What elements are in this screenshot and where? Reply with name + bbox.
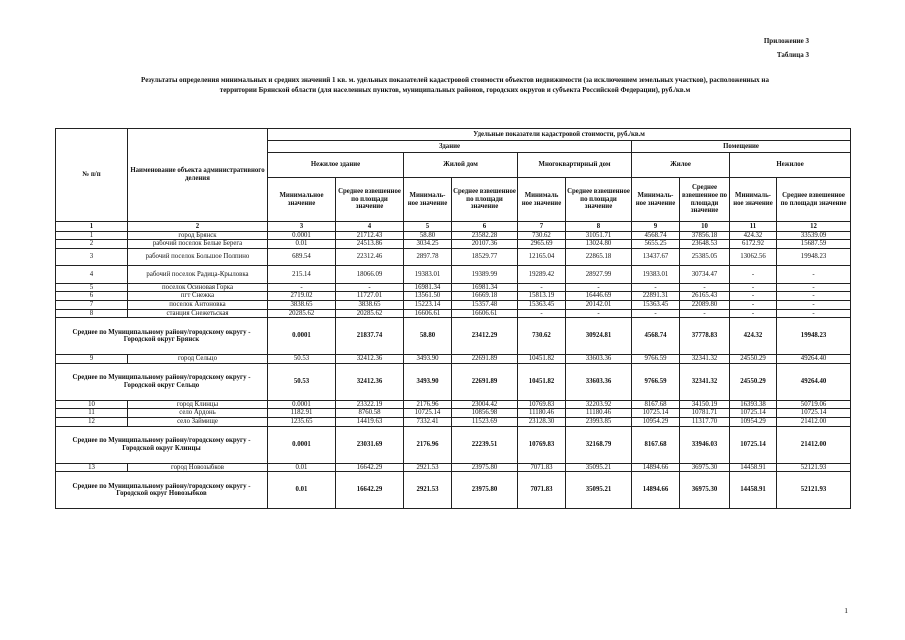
header-house: Жилой дом (404, 153, 518, 178)
value-cell: 9766.59 (632, 355, 680, 364)
value-cell: 21412.00 (777, 426, 851, 463)
value-cell: 7071.83 (518, 463, 566, 472)
value-cell: 16393.38 (730, 400, 777, 409)
value-cell: 11317.70 (680, 417, 730, 426)
value-cell: 49264.40 (777, 355, 851, 364)
column-number-cell: 3 (268, 222, 336, 232)
value-cell: - (777, 300, 851, 309)
table-row (56, 300, 851, 309)
value-cell: - (730, 309, 777, 318)
value-cell: 3838.65 (336, 300, 404, 309)
value-cell: - (566, 309, 632, 318)
row-number-cell: 13 (56, 463, 128, 472)
value-cell: 16642.29 (336, 463, 404, 472)
value-cell: 15223.14 (404, 300, 452, 309)
appendix-label: Приложение 3 (763, 37, 809, 45)
row-number-cell: 6 (56, 292, 128, 301)
column-number-cell: 2 (128, 222, 268, 232)
value-cell: 16606.61 (404, 309, 452, 318)
value-cell: 37856.18 (680, 231, 730, 240)
table-row (56, 231, 851, 240)
header-indicators: Удельные показатели кадастровой стоимости, руб./кв.м (268, 129, 851, 141)
row-name-cell: село Займище (128, 417, 268, 426)
column-number-cell: 4 (336, 222, 404, 232)
value-cell: 10781.71 (680, 409, 730, 418)
value-cell: - (336, 283, 404, 292)
value-cell: 13437.67 (632, 248, 680, 266)
value-cell: 11727.01 (336, 292, 404, 301)
table-row (56, 400, 851, 409)
row-name-cell: пгт Снежка (128, 292, 268, 301)
value-cell: 33946.03 (680, 426, 730, 463)
value-cell: 8167.68 (632, 400, 680, 409)
value-cell: 23128.30 (518, 417, 566, 426)
value-cell: 22691.89 (452, 355, 518, 364)
average-row (56, 426, 851, 463)
value-cell: 37778.83 (680, 318, 730, 355)
header-min-d: Минималь-ное значение (632, 178, 680, 222)
value-cell: 10725.14 (404, 409, 452, 418)
value-cell: - (566, 283, 632, 292)
value-cell: 0.01 (268, 463, 336, 472)
value-cell: 4568.74 (632, 231, 680, 240)
value-cell: 34150.19 (680, 400, 730, 409)
cadastral-value-table (55, 128, 851, 509)
value-cell: 58.80 (404, 318, 452, 355)
header-nonres-building: Нежилое здание (268, 153, 404, 178)
value-cell: 50719.06 (777, 400, 851, 409)
value-cell: 23975.80 (452, 463, 518, 472)
value-cell: - (268, 283, 336, 292)
value-cell: 11180.46 (518, 409, 566, 418)
value-cell: 7332.41 (404, 417, 452, 426)
value-cell: 19289.42 (518, 266, 566, 284)
column-number-cell: 12 (777, 222, 851, 232)
value-cell: 23412.29 (452, 318, 518, 355)
value-cell: 10725.14 (730, 426, 777, 463)
value-cell: 1235.65 (268, 417, 336, 426)
value-cell: 24513.86 (336, 240, 404, 249)
value-cell: - (730, 300, 777, 309)
value-cell: 9766.59 (632, 363, 680, 400)
row-number-cell: 1 (56, 231, 128, 240)
header-min-c: Минималь ное значение (518, 178, 566, 222)
table-row (56, 355, 851, 364)
value-cell: 5655.25 (632, 240, 680, 249)
value-cell: 18529.77 (452, 248, 518, 266)
value-cell: 19383.01 (632, 266, 680, 284)
table-row (56, 463, 851, 472)
table-body (56, 222, 851, 509)
value-cell: 19383.01 (404, 266, 452, 284)
value-cell: 21412.00 (777, 417, 851, 426)
value-cell: 16642.29 (336, 472, 404, 509)
row-number-cell: 8 (56, 309, 128, 318)
value-cell: 23648.53 (680, 240, 730, 249)
value-cell: 16606.61 (452, 309, 518, 318)
value-cell: 16981.34 (452, 283, 518, 292)
value-cell: 23322.19 (336, 400, 404, 409)
value-cell: 32412.36 (336, 355, 404, 364)
value-cell: - (632, 309, 680, 318)
header-apartment: Многоквартирный дом (518, 153, 632, 178)
row-number-cell: 10 (56, 400, 128, 409)
row-number-cell: 11 (56, 409, 128, 418)
row-number-cell: 12 (56, 417, 128, 426)
value-cell: 15363.45 (518, 300, 566, 309)
value-cell: - (730, 292, 777, 301)
value-cell: 424.32 (730, 231, 777, 240)
value-cell: 4568.74 (632, 318, 680, 355)
value-cell: 33603.36 (566, 363, 632, 400)
column-number-cell: 5 (404, 222, 452, 232)
table-row (56, 240, 851, 249)
value-cell: 215.14 (268, 266, 336, 284)
value-cell: 32412.36 (336, 363, 404, 400)
value-cell: 15363.45 (632, 300, 680, 309)
column-number-cell: 8 (566, 222, 632, 232)
value-cell: 35095.21 (566, 463, 632, 472)
value-cell: 0.0001 (268, 426, 336, 463)
value-cell: 730.62 (518, 231, 566, 240)
value-cell: 22089.80 (680, 300, 730, 309)
table-row (56, 266, 851, 284)
value-cell: 15687.59 (777, 240, 851, 249)
value-cell: 13024.80 (566, 240, 632, 249)
value-cell: 20285.62 (336, 309, 404, 318)
value-cell: 31051.71 (566, 231, 632, 240)
value-cell: 19948.23 (777, 318, 851, 355)
value-cell: 12165.04 (518, 248, 566, 266)
value-cell: 0.0001 (268, 400, 336, 409)
value-cell: 10725.14 (632, 409, 680, 418)
value-cell: 10725.14 (730, 409, 777, 418)
table-row (56, 292, 851, 301)
value-cell: 2719.02 (268, 292, 336, 301)
value-cell: 33539.09 (777, 231, 851, 240)
value-cell: 8760.58 (336, 409, 404, 418)
document-title: Результаты определения минимальных и средних значений 1 кв. м. удельных показателей кадастровой стоимости объектов недвижимости (за исключением земельных участков), расположенных на территории Брянской области (для населенных пунктов, муниципальных районов, городских округов и субъекта Российской Федерации), руб./кв.м (141, 76, 769, 94)
header-name: Наименование объекта административного деления (128, 129, 268, 222)
value-cell: 21837.74 (336, 318, 404, 355)
value-cell: 16981.34 (404, 283, 452, 292)
value-cell: - (777, 283, 851, 292)
value-cell: 2921.53 (404, 472, 452, 509)
value-cell: 11180.46 (566, 409, 632, 418)
row-name-cell: поселок Антоновка (128, 300, 268, 309)
value-cell: 22691.89 (452, 363, 518, 400)
value-cell: 14458.91 (730, 472, 777, 509)
row-name-cell: рабочий поселок Большое Полпино (128, 248, 268, 266)
value-cell: 22865.18 (566, 248, 632, 266)
column-numbers-row (56, 222, 851, 232)
value-cell: 26165.43 (680, 292, 730, 301)
value-cell: 10769.83 (518, 426, 566, 463)
value-cell: 0.0001 (268, 231, 336, 240)
value-cell: 23975.80 (452, 472, 518, 509)
value-cell: 33603.36 (566, 355, 632, 364)
value-cell: 16669.18 (452, 292, 518, 301)
value-cell: - (518, 309, 566, 318)
page-number: 1 (844, 606, 848, 615)
value-cell: 424.32 (730, 318, 777, 355)
row-number-cell: 4 (56, 266, 128, 284)
value-cell: 10451.82 (518, 355, 566, 364)
value-cell: 6172.92 (730, 240, 777, 249)
row-name-cell: рабочий поселок Белые Берега (128, 240, 268, 249)
value-cell: 730.62 (518, 318, 566, 355)
value-cell: 32341.32 (680, 355, 730, 364)
value-cell: 13062.56 (730, 248, 777, 266)
value-cell: 20142.01 (566, 300, 632, 309)
value-cell: 11523.69 (452, 417, 518, 426)
row-name-cell: город Новозыбков (128, 463, 268, 472)
value-cell: 32341.32 (680, 363, 730, 400)
value-cell: 32203.92 (566, 400, 632, 409)
value-cell: 2897.78 (404, 248, 452, 266)
table-row (56, 248, 851, 266)
row-name-cell: станция Снежетьская (128, 309, 268, 318)
value-cell: 7071.83 (518, 472, 566, 509)
value-cell: - (632, 283, 680, 292)
header-avg-c: Среднее взвешенное по площади значение (566, 178, 632, 222)
average-row-label: Среднее по Муниципальному району/городскому округу - Городской округ Клинцы (56, 426, 268, 463)
value-cell: 0.0001 (268, 318, 336, 355)
value-cell: 20107.36 (452, 240, 518, 249)
row-number-cell: 3 (56, 248, 128, 266)
value-cell: 28927.99 (566, 266, 632, 284)
header-residential: Жилое (632, 153, 730, 178)
value-cell: 2176.96 (404, 400, 452, 409)
value-cell: 50.53 (268, 355, 336, 364)
value-cell: 24550.29 (730, 355, 777, 364)
value-cell: 23582.28 (452, 231, 518, 240)
value-cell: 8167.68 (632, 426, 680, 463)
value-cell: - (777, 292, 851, 301)
value-cell: 25385.05 (680, 248, 730, 266)
value-cell: - (730, 266, 777, 284)
value-cell: 15813.19 (518, 292, 566, 301)
table-row (56, 417, 851, 426)
header-min-e: Минималь-ное значение (730, 178, 777, 222)
value-cell: 30924.81 (566, 318, 632, 355)
value-cell: 36975.30 (680, 463, 730, 472)
row-name-cell: город Брянск (128, 231, 268, 240)
column-number-cell: 6 (452, 222, 518, 232)
column-number-cell: 9 (632, 222, 680, 232)
value-cell: 23031.69 (336, 426, 404, 463)
value-cell: - (730, 283, 777, 292)
table-number-label: Таблица 3 (776, 51, 809, 59)
row-name-cell: поселок Осиновая Горка (128, 283, 268, 292)
row-number-cell: 2 (56, 240, 128, 249)
value-cell: 58.80 (404, 231, 452, 240)
value-cell: 10856.98 (452, 409, 518, 418)
header-building: Здание (268, 141, 632, 153)
value-cell: 2921.53 (404, 463, 452, 472)
value-cell: 10725.14 (777, 409, 851, 418)
row-name-cell: село Ардонь (128, 409, 268, 418)
header-premises: Помещение (632, 141, 851, 153)
header-avg-b: Среднее взвешенное по площади значение (452, 178, 518, 222)
value-cell: 3034.25 (404, 240, 452, 249)
value-cell: 18066.09 (336, 266, 404, 284)
value-cell: 20285.62 (268, 309, 336, 318)
column-number-cell: 11 (730, 222, 777, 232)
value-cell: 24550.29 (730, 363, 777, 400)
header-avg-d: Среднее взвешенное по площади значение (680, 178, 730, 222)
row-number-cell: 9 (56, 355, 128, 364)
value-cell: 3838.65 (268, 300, 336, 309)
average-row (56, 472, 851, 509)
value-cell: 52121.93 (777, 472, 851, 509)
value-cell: - (777, 266, 851, 284)
table-row (56, 309, 851, 318)
value-cell: 19389.99 (452, 266, 518, 284)
table-row (56, 283, 851, 292)
row-number-cell: 7 (56, 300, 128, 309)
average-row-label: Среднее по Муниципальному району/городскому округу - Городской округ Брянск (56, 318, 268, 355)
value-cell: 16446.69 (566, 292, 632, 301)
value-cell: 0.01 (268, 240, 336, 249)
value-cell: 21712.43 (336, 231, 404, 240)
row-number-cell: 5 (56, 283, 128, 292)
value-cell: 35095.21 (566, 472, 632, 509)
value-cell: 49264.40 (777, 363, 851, 400)
table-row (56, 409, 851, 418)
value-cell: 23004.42 (452, 400, 518, 409)
value-cell: 36975.30 (680, 472, 730, 509)
value-cell: 10954.29 (632, 417, 680, 426)
value-cell: 30734.47 (680, 266, 730, 284)
header-avg-e: Среднее взвешенное по площади значение (777, 178, 851, 222)
row-name-cell: город Клинцы (128, 400, 268, 409)
header-nonresidential: Нежилое (730, 153, 851, 178)
value-cell: 50.53 (268, 363, 336, 400)
header-number: № п/п (56, 129, 128, 222)
column-number-cell: 7 (518, 222, 566, 232)
value-cell: - (518, 283, 566, 292)
value-cell: 14894.66 (632, 463, 680, 472)
header-avg-a: Среднее взвешенное по площади значение (336, 178, 404, 222)
value-cell: 10954.29 (730, 417, 777, 426)
average-row-label: Среднее по Муниципальному району/городскому округу - Городской округ Новозыбков (56, 472, 268, 509)
value-cell: 15357.48 (452, 300, 518, 309)
value-cell: 22239.51 (452, 426, 518, 463)
value-cell: 3493.90 (404, 363, 452, 400)
value-cell: - (680, 283, 730, 292)
row-name-cell: город Сельцо (128, 355, 268, 364)
value-cell: 689.54 (268, 248, 336, 266)
average-row (56, 363, 851, 400)
header-min-b: Минималь-ное значение (404, 178, 452, 222)
value-cell: 10451.82 (518, 363, 566, 400)
value-cell: - (777, 309, 851, 318)
value-cell: 14458.91 (730, 463, 777, 472)
row-name-cell: рабочий поселок Радица-Крыловка (128, 266, 268, 284)
column-number-cell: 1 (56, 222, 128, 232)
value-cell: 1182.91 (268, 409, 336, 418)
value-cell: 52121.93 (777, 463, 851, 472)
value-cell: 23993.85 (566, 417, 632, 426)
value-cell: 2965.69 (518, 240, 566, 249)
value-cell: 3493.90 (404, 355, 452, 364)
value-cell: 13561.50 (404, 292, 452, 301)
value-cell: 14894.66 (632, 472, 680, 509)
value-cell: 2176.96 (404, 426, 452, 463)
value-cell: 22312.46 (336, 248, 404, 266)
value-cell: 22891.31 (632, 292, 680, 301)
value-cell: 10769.83 (518, 400, 566, 409)
value-cell: 0.01 (268, 472, 336, 509)
average-row-label: Среднее по Муниципальному району/городскому округу - Городской округ Сельцо (56, 363, 268, 400)
value-cell: 19948.23 (777, 248, 851, 266)
value-cell: 32168.79 (566, 426, 632, 463)
column-number-cell: 10 (680, 222, 730, 232)
value-cell: 14419.63 (336, 417, 404, 426)
value-cell: - (680, 309, 730, 318)
header-min-a: Минимальное значение (268, 178, 336, 222)
average-row (56, 318, 851, 355)
